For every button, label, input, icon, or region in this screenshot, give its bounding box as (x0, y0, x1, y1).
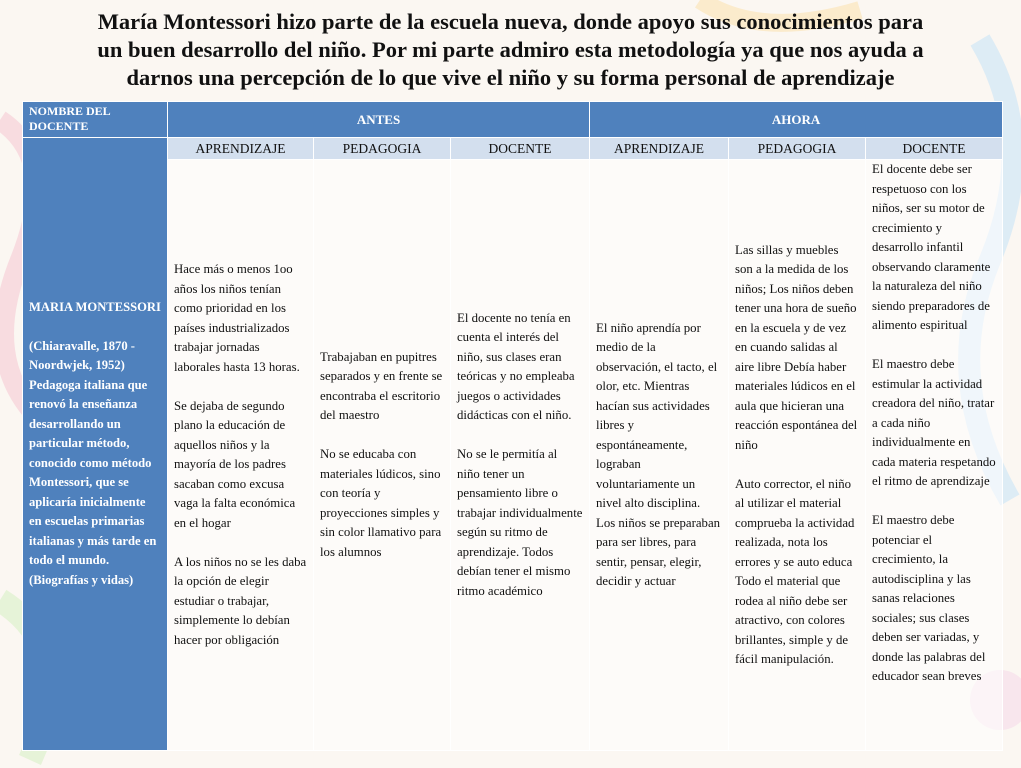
teacher-name: MARIA MONTESSORI (29, 299, 161, 314)
paragraph: Trabajaban en pupitres separados y en frente se encontraba el escritorio del maestro (320, 349, 443, 423)
paragraph: Auto corrector, el niño al utilizar el material comprueba la actividad realizada, nota los errores y se auto educa Todo el material que rodea al niño debe ser atractivo, con colores brillantes, simple y de fácil manipulación. (735, 476, 855, 666)
ahora-pedagogia-cell (729, 160, 866, 751)
subheader-antes-aprendizaje: APRENDIZAJE (168, 138, 314, 160)
ahora-docente-cell (866, 160, 1003, 751)
antes-aprendizaje-cell (168, 160, 314, 751)
subheader-antes-docente: DOCENTE (451, 138, 590, 160)
header-row (23, 102, 1003, 138)
subheader-ahora-pedagogia: PEDAGOGIA (729, 138, 866, 160)
paragraph: A los niños no se les daba la opción de elegir estudiar o trabajar, simplemente lo debían hacer por obligación (174, 554, 307, 647)
paragraph: El docente debe ser respetuoso con los niños, ser su motor de crecimiento y desarrollo infantil observando claramente la naturaleza del niño siendo preparadores de alimento espiritual (872, 162, 991, 332)
content-row (23, 160, 1003, 751)
paragraph: El docente no tenía en cuenta el interés del niño, sus clases eran teóricas y no empleaba juegos o actividades didácticas con el niño. (457, 310, 575, 423)
teacher-info-cell (23, 138, 168, 751)
title-line: María Montessori hizo parte de la escuela nueva, donde apoyo sus conocimientos para (97, 9, 924, 34)
paragraph: El maestro debe estimular la actividad creadora del niño, tratar a cada niño individualmente en cada materia respetando el ritmo de aprendizaje (872, 357, 996, 488)
teacher-bio: (Chiaravalle, 1870 - Noordwjek, 1952) Pedagoga italiana que renovó la enseñanza desarrollando un particular método, conocido como método Montessori, que se aplicaría inicialmente en escuelas primarias italianas y más tarde en todo el mundo. (Biografías y vidas) (29, 338, 157, 587)
antes-pedagogia-cell (314, 160, 451, 751)
page-title (0, 8, 1021, 92)
paragraph: Se dejaba de segundo plano la educación de aquellos niños y la mayoría de los padres sacaban como excusa vaga la falta económica en el hogar (174, 398, 296, 530)
subheader-row (23, 138, 1003, 160)
ahora-header: AHORA (590, 102, 1003, 138)
subheader-antes-pedagogia: PEDAGOGIA (314, 138, 451, 160)
comparison-table (22, 101, 1003, 751)
teacher-name-header: NOMBRE DEL DOCENTE (23, 102, 168, 138)
paragraph: El niño aprendía por medio de la observación, el tacto, el olor, etc. Mientras hacían sus actividades libres y espontáneamente, lograban voluntariamente un nivel alto disciplina. Los niños se preparaban para ser libres, para sentir, pensar, elegir, decidir y actuar (596, 320, 721, 588)
paragraph: El maestro debe potenciar el crecimiento, la autodisciplina y las sanas relaciones sociales; sus clases deben ser variadas, y donde las palabras del educador sean breves (872, 513, 986, 683)
antes-docente-cell (451, 160, 590, 751)
paragraph: Hace más o menos 1oo años los niños tenían como prioridad en los países industrializados trabajar jornadas laborales hasta 13 horas. (174, 262, 300, 374)
paragraph: No se educaba con materiales lúdicos, sino con teoría y proyecciones simples y sin color llamativo para los alumnos (320, 447, 442, 559)
subheader-ahora-docente: DOCENTE (866, 138, 1003, 160)
paragraph: Las sillas y muebles son a la medida de los niños; Los niños deben tener una hora de sueño en la escuela y de vez en cuando salidas al aire libre Debía haber materiales lúdicos en el aula que hicieran una reacción espontánea del niño (735, 242, 858, 452)
antes-header: ANTES (168, 102, 590, 138)
ahora-aprendizaje-cell (590, 160, 729, 751)
subheader-ahora-aprendizaje: APRENDIZAJE (590, 138, 729, 160)
title-line: darnos una percepción de lo que vive el niño y su forma personal de aprendizaje (126, 65, 895, 90)
title-line: un buen desarrollo del niño. Por mi parte admiro esta metodología ya que nos ayuda a (97, 37, 924, 62)
paragraph: No se le permitía al niño tener un pensamiento libre o trabajar individualmente según su ritmo de aprendizaje. Todos debían tener el mismo ritmo académico (457, 447, 583, 598)
